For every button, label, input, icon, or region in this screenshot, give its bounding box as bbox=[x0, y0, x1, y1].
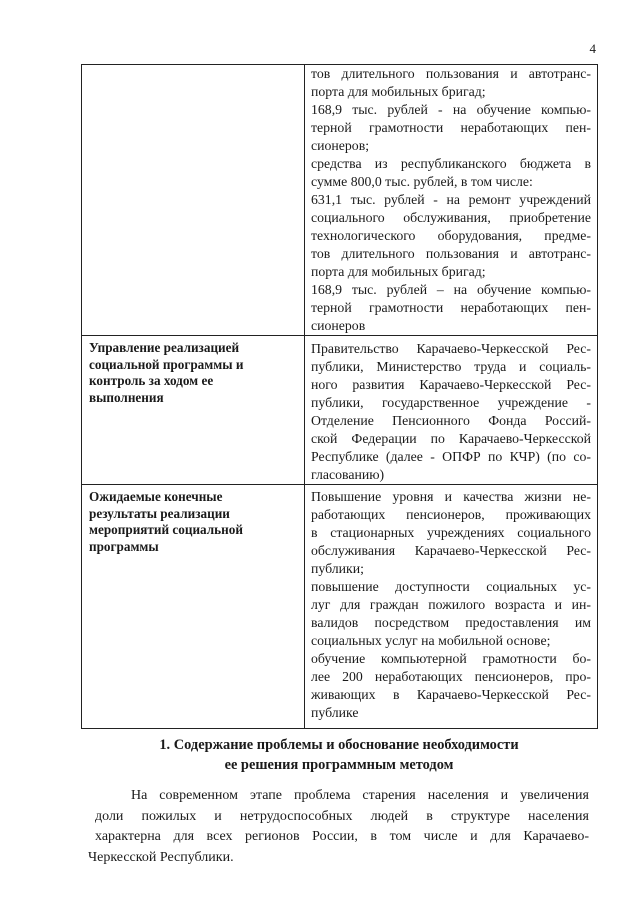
label-line: выполнения bbox=[89, 389, 164, 405]
table-row bbox=[82, 485, 598, 729]
table-cell-label bbox=[82, 485, 305, 729]
label-line: Управление реализацией bbox=[89, 340, 240, 355]
text-line: публики; bbox=[311, 561, 364, 576]
text-line: ного развития Карачаево-Черкесской Рес- bbox=[311, 377, 591, 392]
text-line: 168,9 тыс. рублей - на обучение компью- bbox=[311, 102, 591, 117]
text-line: обслуживания Карачаево-Черкесской Рес- bbox=[311, 543, 591, 558]
text-line: тов длительного пользования и автотранс- bbox=[311, 66, 591, 81]
text-line: ской Федерации по Карачаево-Черкесской bbox=[311, 431, 591, 446]
table-cell-value bbox=[305, 485, 598, 729]
text-line: обучение компьютерной грамотности бо- bbox=[311, 651, 591, 666]
paragraph-line: Черкесской Республики. bbox=[88, 849, 234, 865]
text-line: социальных услуг на мобильной основе; bbox=[311, 633, 551, 648]
text-line: средства из республиканского бюджета в bbox=[311, 156, 591, 171]
section-heading-line: ее решения программным методом bbox=[224, 756, 454, 773]
text-line: 631,1 тыс. рублей - на ремонт учреждений bbox=[311, 192, 591, 207]
table-row bbox=[82, 336, 598, 485]
text-line: публики, государственное учреждение - bbox=[311, 395, 591, 410]
text-line: живающих в Карачаево-Черкесской Рес- bbox=[311, 687, 591, 702]
text-line: публики, Министерство труда и социаль- bbox=[311, 359, 591, 374]
text-line: Республике (далее - ОПФР по КЧР) (по со- bbox=[311, 449, 591, 464]
table-cell-label bbox=[82, 65, 305, 336]
text-line: работающих пенсионеров, проживающих bbox=[311, 507, 591, 522]
text-line: терной грамотности неработающих пен- bbox=[311, 300, 591, 315]
label-line: результаты реализации bbox=[89, 505, 230, 521]
label-line: контроль за ходом ее bbox=[89, 373, 214, 389]
text-line: порта для мобильных бригад; bbox=[311, 264, 486, 279]
section-heading-line: 1. Содержание проблемы и обоснование необходимости bbox=[159, 737, 519, 753]
table-cell-value bbox=[305, 65, 598, 336]
label-line: программы bbox=[89, 538, 159, 554]
table-cell-value bbox=[305, 336, 598, 485]
text-line: луг для граждан пожилого возраста и ин- bbox=[311, 597, 591, 612]
text-line: Повышение уровня и качества жизни не- bbox=[311, 489, 591, 504]
text-line: Отделение Пенсионного Фонда Россий- bbox=[311, 413, 591, 428]
text-line: терной грамотности неработающих пен- bbox=[311, 120, 591, 135]
label-line: социальной программы и bbox=[89, 356, 244, 372]
program-passport-table bbox=[81, 64, 598, 729]
paragraph-line: доли пожилых и нетрудоспособных людей в структуре населения bbox=[95, 808, 589, 824]
text-line: Правительство Карачаево-Черкесской Рес- bbox=[311, 341, 591, 356]
text-line: сионеров bbox=[311, 318, 366, 333]
paragraph-line: характерна для всех регионов России, в том числе и для Карачаево- bbox=[95, 829, 589, 844]
text-line: сионеров; bbox=[311, 138, 370, 153]
text-line: валидов посредством предоставления им bbox=[311, 615, 591, 630]
text-line: порта для мобильных бригад; bbox=[311, 84, 486, 99]
text-line: технологического оборудования, предме- bbox=[311, 228, 591, 243]
text-line: в стационарных учреждениях социального bbox=[311, 525, 591, 540]
text-line: тов длительного пользования и автотранс- bbox=[311, 246, 591, 261]
text-line: публике bbox=[311, 705, 359, 720]
table-row bbox=[82, 65, 598, 336]
label-line: Ожидаемые конечные bbox=[89, 489, 223, 504]
text-line: сумме 800,0 тыс. рублей, в том числе: bbox=[311, 174, 533, 189]
label-line: мероприятий социальной bbox=[89, 522, 243, 538]
page-number: 4 bbox=[589, 41, 596, 56]
text-line: социального обслуживания, приобретение bbox=[311, 210, 591, 225]
section-heading bbox=[81, 736, 597, 775]
section-paragraph bbox=[88, 786, 589, 868]
table-cell-label bbox=[82, 336, 305, 485]
text-line: 168,9 тыс. рублей – на обучение компью- bbox=[311, 282, 591, 297]
text-line: гласованию) bbox=[311, 467, 385, 482]
text-line: повышение доступности социальных ус- bbox=[311, 579, 591, 594]
text-line: лее 200 неработающих пенсионеров, про- bbox=[311, 669, 591, 684]
paragraph-line: На современном этапе проблема старения населения и увеличения bbox=[131, 788, 589, 803]
